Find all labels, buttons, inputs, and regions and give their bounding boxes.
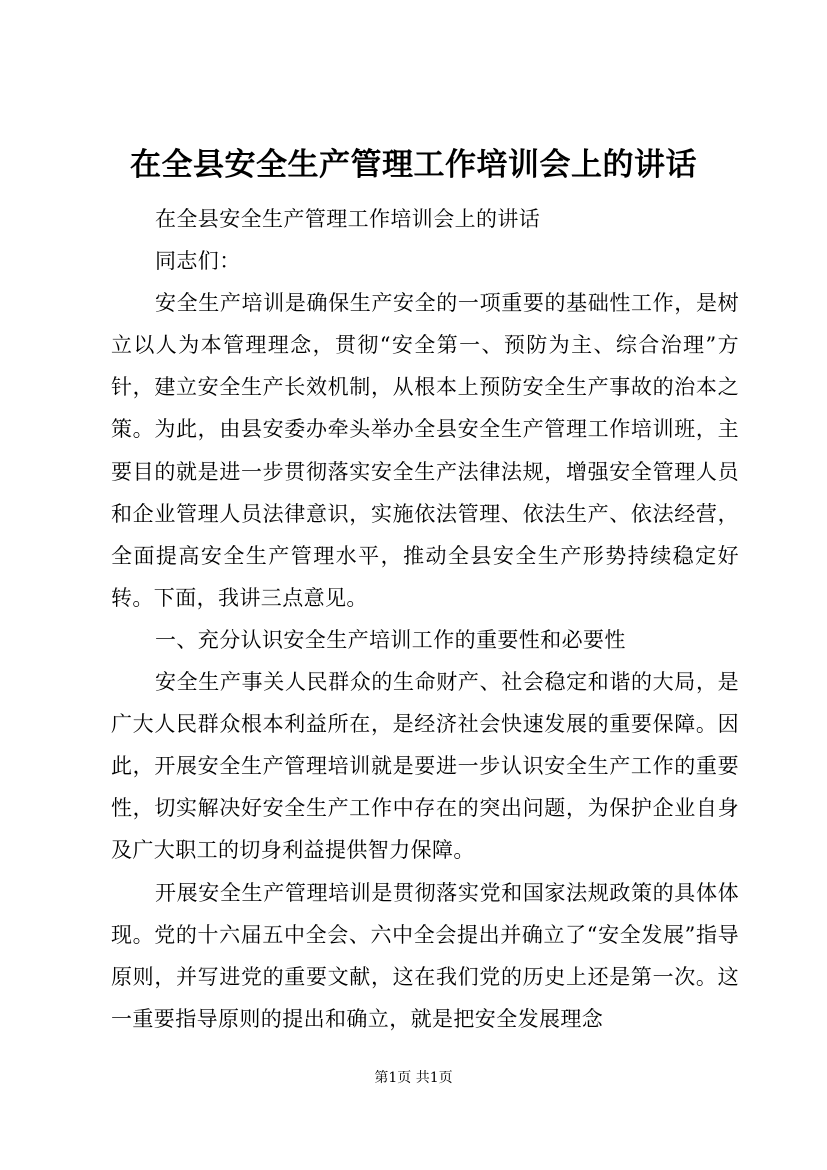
body-paragraph: 安全生产培训是确保生产安全的一项重要的基础性工作，是树立以人为本管理理念，贯彻“安全第一、预防为主、综合治理”方针，建立安全生产长效机制，从根本上预防安全生产事故的治本之策。为此，由县安委办牵头举办全县安全生产管理工作培训班，主要目的就是进一步贯彻落实安全生产法律法规，增强安全管理人员和企业管理人员法律意识，实施依法管理、依法生产、依法经营，全面提高安全生产管理水平，推动全县安全生产形势持续稳定好转。下面，我讲三点意见。 [111, 291, 739, 610]
body-paragraph: 安全生产事关人民群众的生命财产、社会稳定和谐的大局，是广大人民群众根本利益所在，是经济社会快速发展的重要保障。因此，开展安全生产管理培训就是要进一步认识安全生产工作的重要性，切实解决好安全生产工作中存在的突出问题，为保护企业自身及广大职工的切身利益提供智力保障。 [111, 670, 739, 863]
document-title: 在全县安全生产管理工作培训会上的讲话 [130, 147, 697, 183]
subtitle-paragraph: 在全县安全生产管理工作培训会上的讲话 [155, 207, 541, 231]
body-paragraph: 开展安全生产管理培训是贯彻落实党和国家法规政策的具体体现。党的十六届五中全会、六中全会提出并确立了“安全发展”指导原则，并写进党的重要文献，这在我们党的历史上还是第一次。这一重要指导原则的提出和确立，就是把安全发展理念 [111, 880, 739, 1031]
salutation-paragraph: 同志们： [155, 249, 241, 274]
document-body [111, 198, 739, 1040]
page-footer: 第1页 共1页 [374, 1070, 453, 1086]
section-heading: 一、充分认识安全生产培训工作的重要性和必要性 [155, 627, 626, 652]
